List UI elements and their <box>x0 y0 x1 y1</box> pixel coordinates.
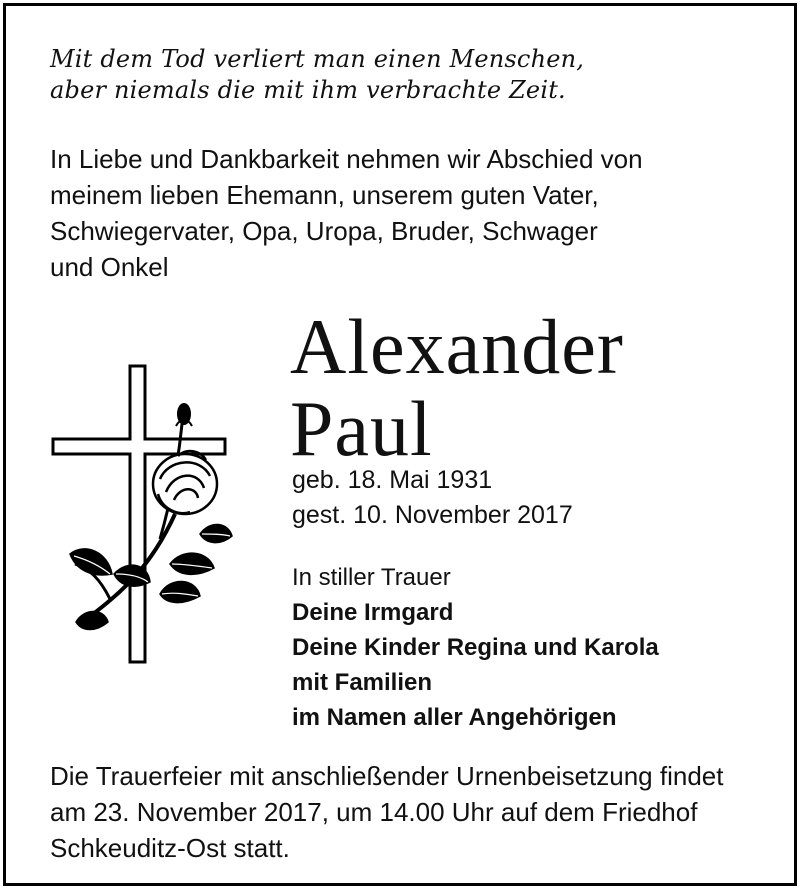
deceased-name <box>290 303 624 472</box>
funeral-details <box>50 758 790 866</box>
farewell-line-3: Schwiegervater, Opa, Uropa, Bruder, Schwager <box>50 216 598 246</box>
mourner-line-2: Deine Kinder Regina und Karola <box>292 634 659 661</box>
mourning-intro: In stiller Trauer <box>292 564 451 591</box>
funeral-line-3: Schkeuditz-Ost statt. <box>50 833 290 863</box>
last-name: Paul <box>290 385 433 472</box>
mourner-line-3: mit Familien <box>292 669 433 696</box>
funeral-line-2: am 23. November 2017, um 14.00 Uhr auf dem Friedhof <box>50 797 698 827</box>
farewell-line-2: meinem lieben Ehemann, unserem guten Vater, <box>50 180 599 210</box>
memorial-quote <box>50 44 750 106</box>
obituary-notice <box>3 3 797 886</box>
farewell-line-1: In Liebe und Dankbarkeit nehmen wir Abschied von <box>50 144 643 174</box>
farewell-text <box>50 141 770 285</box>
farewell-line-4: und Onkel <box>50 252 169 282</box>
birth-date: geb. 18. Mai 1931 <box>292 466 493 494</box>
mourners-block <box>292 560 659 735</box>
quote-line-2: aber niemals die mit ihm verbrachte Zeit. <box>50 76 566 104</box>
death-date: gest. 10. November 2017 <box>292 501 573 529</box>
cross-with-rose-icon <box>50 364 250 664</box>
mourner-line-4: im Namen aller Angehörigen <box>292 704 617 731</box>
life-dates <box>292 463 573 533</box>
mourner-line-1: Deine Irmgard <box>292 599 454 626</box>
quote-line-1: Mit dem Tod verliert man einen Menschen, <box>50 45 585 73</box>
first-name: Alexander <box>290 303 624 390</box>
funeral-line-1: Die Trauerfeier mit anschließender Urnenbeisetzung findet <box>50 761 724 791</box>
